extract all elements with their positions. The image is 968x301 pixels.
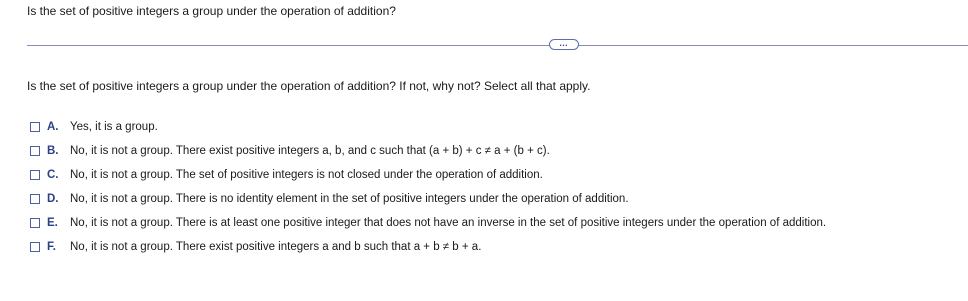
option-b[interactable] xyxy=(30,139,826,163)
option-letter: E. xyxy=(47,217,58,229)
option-a[interactable] xyxy=(30,115,826,139)
ellipsis-icon: … xyxy=(559,37,569,48)
question-prompt: Is the set of positive integers a group under the operation of addition? If not, why not? Select all that apply. xyxy=(27,79,591,93)
checkbox-a[interactable] xyxy=(30,122,40,132)
checkbox-b[interactable] xyxy=(30,146,40,156)
option-f[interactable] xyxy=(30,235,826,259)
option-text: No, it is not a group. The set of positive integers is not closed under the operation of addition. xyxy=(70,169,543,181)
option-letter: D. xyxy=(47,193,59,205)
option-letter: B. xyxy=(47,145,59,157)
option-text: No, it is not a group. There exist positive integers a and b such that a + b ≠ b + a. xyxy=(70,241,482,253)
option-c[interactable] xyxy=(30,163,826,187)
option-e[interactable] xyxy=(30,211,826,235)
section-divider xyxy=(27,39,968,51)
checkbox-e[interactable] xyxy=(30,218,40,228)
question-header: Is the set of positive integers a group under the operation of addition? xyxy=(27,4,396,18)
option-letter: F. xyxy=(47,241,56,253)
option-d[interactable] xyxy=(30,187,826,211)
divider-line xyxy=(27,45,968,46)
expand-more-button[interactable] xyxy=(549,39,579,50)
checkbox-f[interactable] xyxy=(30,242,40,252)
option-text: No, it is not a group. There is at least one positive integer that does not have an inverse in the set of positive integers under the operation of addition. xyxy=(70,217,827,229)
option-text: No, it is not a group. There exist positive integers a, b, and c such that (a + b) + c ≠ a + (b + c). xyxy=(70,145,550,157)
checkbox-d[interactable] xyxy=(30,194,40,204)
option-letter: C. xyxy=(47,169,59,181)
option-text: No, it is not a group. There is no identity element in the set of positive integers under the operation of addition. xyxy=(70,193,629,205)
option-letter: A. xyxy=(47,121,59,133)
answer-options-list xyxy=(30,115,826,259)
option-text: Yes, it is a group. xyxy=(70,121,158,133)
checkbox-c[interactable] xyxy=(30,170,40,180)
